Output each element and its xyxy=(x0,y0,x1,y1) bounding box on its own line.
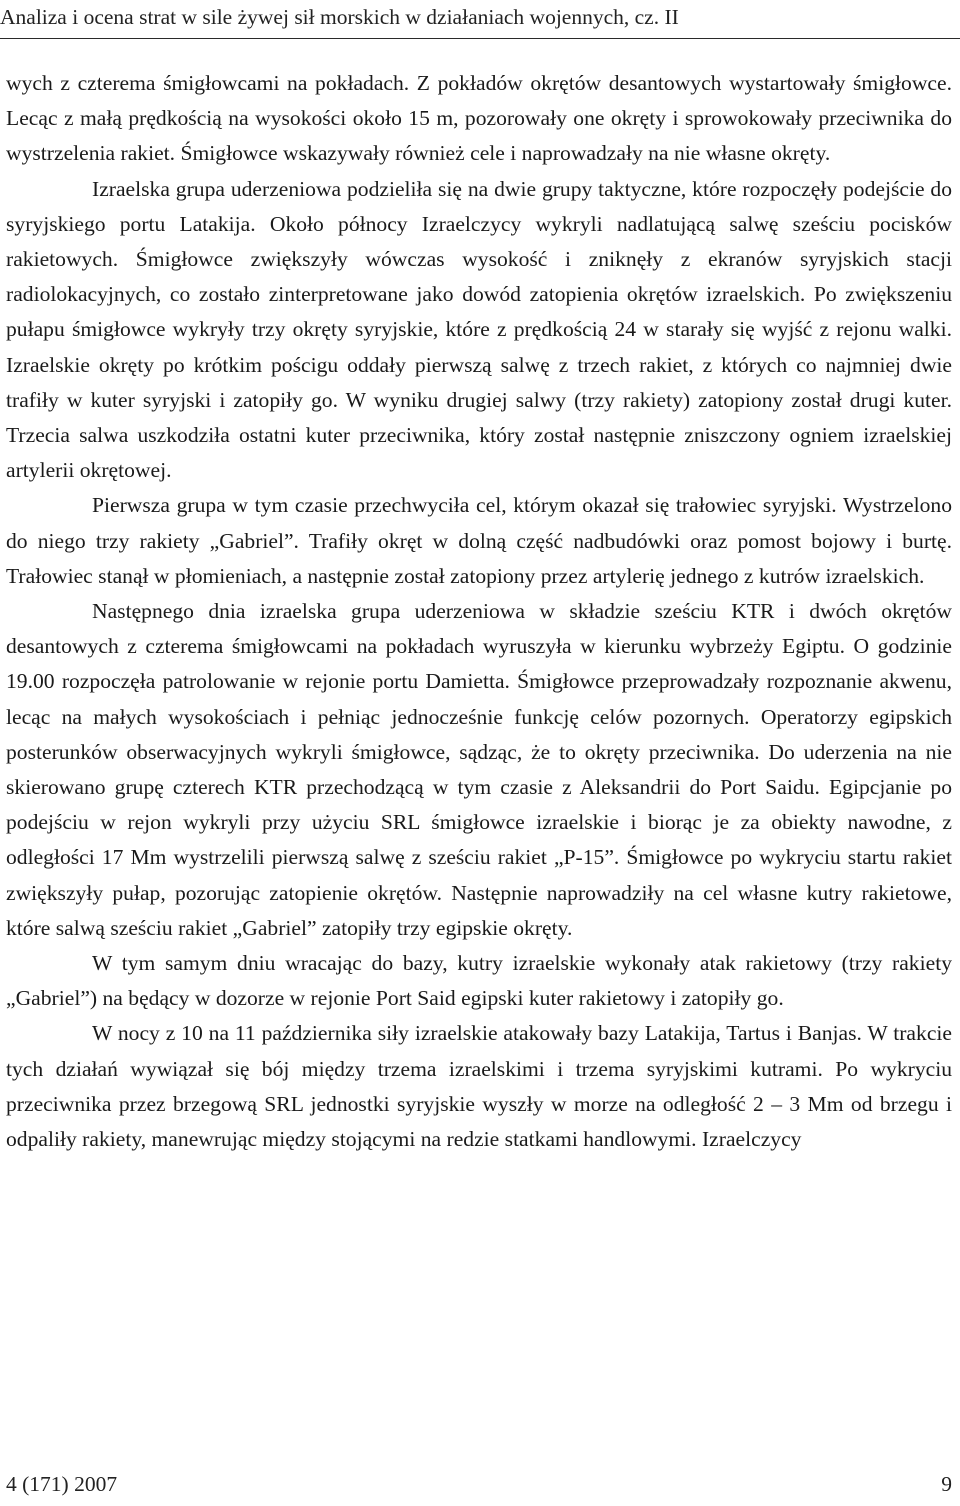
paragraph: Pierwsza grupa w tym czasie przechwyciła cel, którym okazał się trałowiec syryjski. Wystrzelono do niego trzy rakiety „Gabriel”. Trafiły okręt w dolną część nadbudówki oraz pomost bojowy i burtę. Trałowiec stanął w płomieniach, a następnie został zatopiony przez artylerię jednego z kutrów izraelskich. xyxy=(6,493,952,588)
article-body xyxy=(6,66,952,1157)
paragraph: Następnego dnia izraelska grupa uderzeniowa w składzie sześciu KTR i dwóch okrętów desantowych z czterema śmigłowcami na pokładach wyruszyła w kierunku wybrzeży Egiptu. O godzinie 19.00 rozpoczęła patrolowanie w rejonie portu Damietta. Śmigłowce przeprowadzały rozpoznanie akwenu, lecąc na małych wysokościach i pełniąc jednocześnie funkcję celów pozornych. Operatorzy egipskich posterunków obserwacyjnych wykryli śmigłowce, sądząc, że to okręty przeciwnika. Do uderzenia na nie skierowano grupę czterech KTR przechodzącą w tym czasie z Aleksandrii do Port Saidu. Egipcjanie po podejściu w rejon wykryli przy użyciu SRL śmigłowce izraelskie i biorąc je za obiekty nawodne, z odległości 17 Mm wystrzelili pierwszą salwę z sześciu rakiet „P-15”. Śmigłowce po wykryciu startu rakiet zwiększyły pułap, pozorując zatopienie okrętów. Następnie naprowadziły na cel własne kutry rakietowe, które salwą sześciu rakiet „Gabriel” zatopiły trzy egipskie okręty. xyxy=(6,599,952,940)
paragraph: W tym samym dniu wracając do bazy, kutry izraelskie wykonały atak rakietowy (trzy rakiety „Gabriel”) na będący w dozorze w rejonie Port Said egipski kuter rakietowy i zatopiły go. xyxy=(6,951,952,1011)
paragraph: W nocy z 10 na 11 października siły izraelskie atakowały bazy Latakija, Tartus i Banjas. W trakcie tych działań wywiązał się bój między trzema izraelskimi i trzema syryjskimi kutrami. Po wykryciu przeciwnika przez brzegową SRL jednostki syryjskie wyszły w morze na odległość 2 – 3 Mm od brzegu i odpaliły rakiety, manewrując między stojącymi na redzie statkami handlowymi. Izraelczycy xyxy=(6,1021,952,1152)
paragraph-continuation: wych z czterema śmigłowcami na pokładach. Z pokładów okrętów desantowych wystartowały śmigłowce. Lecąc z małą prędkością na wysokości około 15 m, pozorowały one okręty i sprowokowały przeciwnika do wystrzelenia rakiet. Śmigłowce wskazywały również cele i naprowadzały na nie własne okręty. xyxy=(6,71,952,166)
paragraph: Izraelska grupa uderzeniowa podzieliła się na dwie grupy taktyczne, które rozpoczęły podejście do syryjskiego portu Latakija. Około północy Izraelczycy wykryli nadlatującą salwę sześciu pocisków rakietowych. Śmigłowce zwiększyły wówczas wysokość i zniknęły z ekranów syryjskich stacji radiolokacyjnych, co zostało zinterpretowane jako dowód zatopienia okrętów izraelskich. Po zwiększeniu pułapu śmigłowce wykryły trzy okręty syryjskie, które z prędkością 24 w starały się wyjść z rejonu walki. Izraelskie okręty po krótkim pościgu oddały pierwszą salwę z trzech rakiet, z których co najmniej dwie trafiły w kuter syryjski i zatopiły go. W wyniku drugiej salwy (trzy rakiety) zatopiony został drugi kuter. Trzecia salwa uszkodziła ostatni kuter przeciwnika, który został następnie zniszczony ogniem izraelskiej artylerii okrętowej. xyxy=(6,176,952,483)
running-header-title: Analiza i ocena strat w sile żywej sił morskich w działaniach wojennych, cz. II xyxy=(0,5,679,29)
issue-number: 4 (171) 2007 xyxy=(6,1472,118,1496)
page-footer xyxy=(6,1466,952,1502)
page-number: 9 xyxy=(941,1472,952,1496)
header-divider xyxy=(0,38,960,39)
